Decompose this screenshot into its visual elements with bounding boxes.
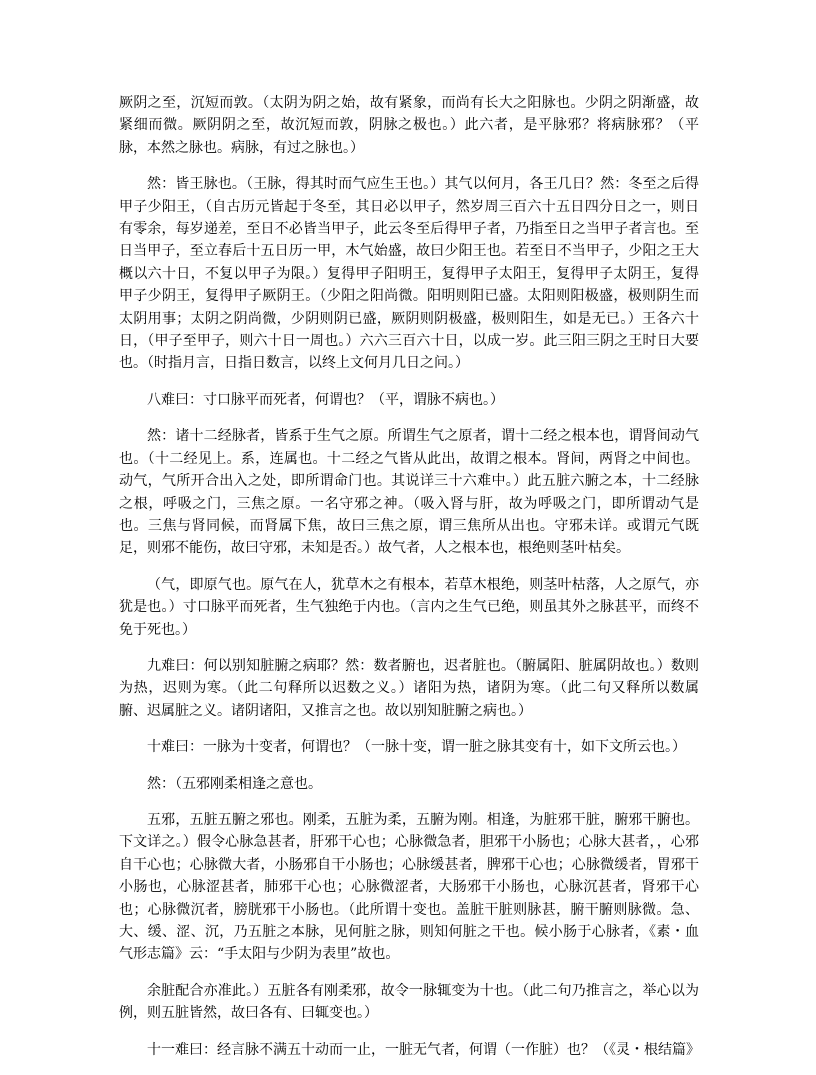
document-body <box>119 92 699 1075</box>
paragraph: 然：（五邪刚柔相逢之意也。 <box>147 775 322 792</box>
paragraph: 然：皆王脉也。（王脉，得其时而气应生王也。）其气以何月，各王几日？然：冬至之后得甲子少阳王，（自古历元皆起于冬至，其日必以甲子，然岁周三百六十五日四分日之一，则日有零余，每岁递差，至日不必皆当甲子，此云冬至后得甲子者，乃指至日之当甲子者言也。至日当甲子，至立春后十五日历一甲，木气始盛，故曰少阳王也。若至日不当甲子，少阳之王大概以六十日，不复以甲子为限。）复得甲子阳明王，复得甲子太阳王，复得甲子太阴王，复得甲子少阴王，复得甲子厥阴王。（少阳之阳尚微。阳明则阳已盛。太阳则阳极盛，极则阴生而太阴用事；太阴之阴尚微，少阴则阴已盛，厥阴则阴极盛，极则阳生，如是无已。）王各六十日，（甲子至甲子，则六十日一周也。）六六三百六十日，以成一岁。此三阳三阴之王时日大要也。（时指月言，日指日数言，以终上文何月几日之问。） <box>119 176 699 372</box>
paragraph: 九难曰：何以别知脏腑之病耶？然：数者腑也，迟者脏也。（腑属阳、脏属阴故也。）数则为热，迟则为寒。（此二句释所以迟数之义。）诸阳为热，诸阴为寒。（此二句又释所以数属腑、迟属脏之义。诸阴诸阳，又推言之也。故以别知脏腑之病也。） <box>119 657 699 719</box>
paragraph: （气，即原气也。原气在人，犹草木之有根本，若草木根绝，则茎叶枯落，人之原气，亦犹是也。）寸口脉平而死者，生气独绝于内也。（言内之生气已绝，则虽其外之脉甚平，而终不免于死也。） <box>119 576 699 638</box>
paragraph: 十一难曰：经言脉不满五十动而一止，一脏无气者，何谓（一作脏）也？（《灵・根结篇》 <box>147 1041 700 1058</box>
paragraph: 十难曰：一脉为十变者，何谓也？（一脉十变，谓一脏之脉其变有十，如下文所云也。） <box>147 739 686 756</box>
paragraph: 八难曰：寸口脉平而死者，何谓也？（平，谓脉不病也。） <box>147 391 504 408</box>
paragraph: 然：诸十二经脉者，皆系于生气之原。所谓生气之原者，谓十二经之根本也，谓肾间动气也。（十二经见上。系，连属也。十二经之气皆从此出，故谓之根本。肾间，两肾之中间也。动气，气所开合出入之处，即所谓命门也。其说详三十六难中。）此五脏六腑之本，十二经脉之根，呼吸之门，三焦之原。一名守邪之神。（吸入肾与肝，故为呼吸之门，即所谓动气是也。三焦与肾同候，而肾属下焦，故曰三焦之原，谓三焦所从出也。守邪未详。或谓元气既足，则邪不能伤，故曰守邪，未知是否。）故气者，人之根本也，根绝则茎叶枯矣。 <box>119 428 699 557</box>
paragraph: 厥阴之至，沉短而敦。（太阴为阴之始，故有紧象，而尚有长大之阳脉也。少阴之阴渐盛，故紧细而微。厥阴阴之至，故沉短而敦，阴脉之极也。）此六者，是平脉邪？将病脉邪？（平脉，本然之脉也。病脉，有过之脉也。） <box>119 95 699 156</box>
paragraph: 五邪，五脏五腑之邪也。刚柔，五脏为柔，五腑为刚。相逢，为脏邪干脏，腑邪干腑也。下文详之。）假令心脉急甚者，肝邪干心也；心脉微急者，胆邪干小肠也；心脉大甚者，，心邪自干心也；心脉微大者，小肠邪自干小肠也；心脉缓甚者，脾邪干心也；心脉微缓者，胃邪干小肠也，心脉涩甚者，肺邪干心也；心脉微涩者，大肠邪干小肠也，心脉沉甚者，肾邪干心也；心脉微沉者，膀胱邪干小肠也。（此所谓十变也。盖脏干脏则脉甚，腑干腑则脉微。急、大、缓、涩、沉，乃五脏之本脉，见何脏之脉，则知何脏之干也。候小肠于心脉者，《素・血气形志篇》云：“手太阳与少阴为表里”故也。 <box>119 811 699 963</box>
paragraph: 余脏配合亦准此。）五脏各有刚柔邪，故令一脉辄变为十也。（此二句乃推言之，举心以为例，则五脏皆然，故曰各有、曰辄变也。） <box>119 982 699 1022</box>
